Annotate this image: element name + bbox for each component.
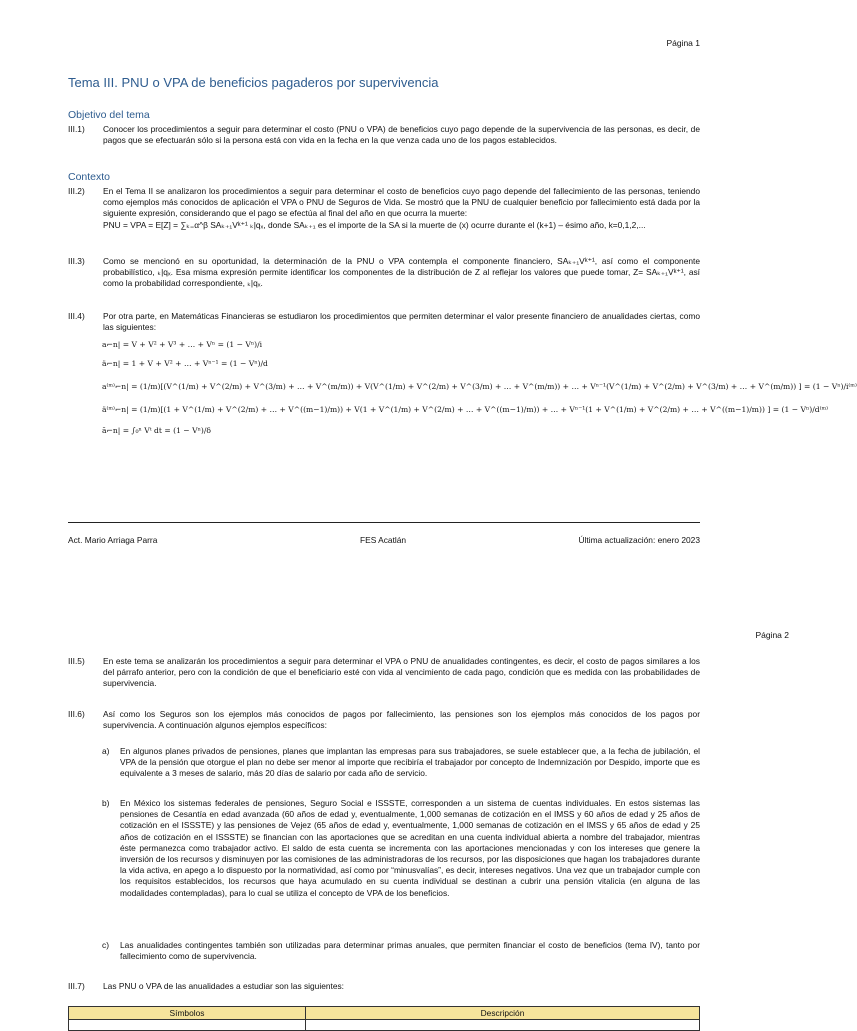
paragraph-text: Así como los Seguros son los ejemplos más conocidos de pagos por fallecimiento, las pensiones son los ejemplos más conocidos de los pagos por supervivencia. A continuación algunos ejemplos específicos: (103, 709, 700, 731)
list-marker: c) (102, 940, 109, 950)
context-heading: Contexto (68, 171, 111, 183)
paragraph-number: III.2) (68, 186, 85, 196)
paragraph-number: III.6) (68, 709, 85, 719)
paragraph-number: III.5) (68, 656, 85, 666)
footer-rule (68, 522, 700, 523)
footer-school: FES Acatlán (360, 535, 407, 545)
paragraph-iii-2 (68, 186, 700, 231)
list-marker: b) (102, 798, 110, 808)
paragraph-number: III.1) (68, 124, 85, 134)
table-cell (69, 1020, 306, 1031)
annuity-due-mthly-formula: ä⁽ᵐ⁾⌐n| = (1/m)[(1 + V^(1/m) + V^(2/m) + … + V^((m−1)/m)) + V(1 + V^(1/m) + V^(2/m) + … + V^((m−1)/m)) + … + Vⁿ⁻¹(1 + V^(1/m) + V^(2/m) + … + V^((m−1)/m)) ] = (1 − Vⁿ)/d⁽ᵐ⁾ (102, 405, 829, 414)
paragraph-text: Como se mencionó en su oportunidad, la determinación de la PNU o VPA contempla el componente financiero, SAₖ₊₁Vᵏ⁺¹, así como el componente probabilístico, ₖ|qₓ. Esa misma expresión permite identificar los componentes de la distribución de Z al reflejar los valores que puede tomar, Z= SAₖ₊₁Vᵏ⁺¹, así como la probabilidad correspondiente, ₖ|qₓ. (103, 256, 700, 289)
objective-heading: Objetivo del tema (68, 109, 150, 121)
list-item-text: En México los sistemas federales de pensiones, Seguro Social e ISSSTE, corresponden a un sistema de cuentas individuales. En estos sistemas las pensiones de Cesantía en edad avanzada (60 años de edad y, eventualmente, 1,000 semanas de cotización en el IMSS y 60 años de edad y 25 años de cotización en el ISSSTE) y las pensiones de Vejez (65 años de edad y, eventualmente, 1,000 semanas de cotización en el IMSS y 65 años de edad y 25 años de cotización en el ISSSTE) se financian con las aportaciones que se acreditan en una cuenta individual abierta a nombre del trabajador, mientras éste permanezca como trabajador activo. El saldo de esta cuenta se incrementa con las aportaciones mencionadas y con los intereses que genere la inversión de los recursos y disminuyen por las comisiones de las administradoras de los recursos, por las disposiciones que hagan los trabajadores durante la vida activa, en apego a lo dispuesto por la normatividad, así como por “minusvalías”, es decir, intereses negativos. Una vez que un trabajador cumple con los requisitos establecidos, los recursos que haya acumulado en su cuenta individual se destinan a cubrir una pensión vitalicia (en alguna de las modalidades contempladas), para lo cual se utiliza el concepto de VPA de los beneficios. (120, 798, 700, 898)
paragraph-iii-6 (68, 709, 700, 731)
paragraph-number: III.4) (68, 311, 85, 321)
paragraph-iii-5 (68, 656, 700, 690)
footer-author: Act. Mario Arriaga Parra (68, 535, 158, 545)
footer-update: Última actualización: enero 2023 (578, 535, 700, 545)
paragraph-text: En el Tema II se analizaron los procedimientos a seguir para determinar el costo de beneficios cuyo pago depende del fallecimiento de las personas, teniendo como ejemplos más conocidos de aplicación el VPA o PNU de Seguros de Vida. Se mostró que la PNU de cualquier beneficio por fallecimiento está dada por la siguiente expresión, considerando que el pago se efectúa al final del año en que ocurra la muerte: (103, 186, 700, 219)
list-item-c (102, 940, 700, 962)
table-cell (306, 1020, 700, 1031)
paragraph-text: En este tema se analizarán los procedimientos a seguir para determinar el VPA o PNU de anualidades contingentes, es decir, el costo de pagos similares a los del párrafo anterior, pero con la condición de que el beneficiario esté con vida al vencimiento de cada pago, condición que es medida con las probabilidades de supervivencia. (103, 656, 700, 689)
page-number: Página 1 (666, 38, 700, 48)
paragraph-text: Las PNU o VPA de las anualidades a estudiar son las siguientes: (103, 981, 345, 991)
annuity-immediate-formula: a⌐n| = V + V² + V³ + … + Vⁿ = (1 − Vⁿ)/i (102, 340, 263, 349)
column-header-description: Descripción (306, 1007, 700, 1020)
continuous-annuity-formula: ā⌐n| = ∫₀ⁿ Vᵗ dt = (1 − Vⁿ)/δ (102, 426, 211, 435)
annuities-table (68, 1006, 700, 1031)
list-item-b (102, 798, 700, 899)
paragraph-number: III.3) (68, 256, 85, 266)
annuity-due-formula: ä⌐n| = 1 + V + V² + … + Vⁿ⁻¹ = (1 − Vⁿ)/d (102, 359, 268, 368)
page-number-2: Página 2 (755, 630, 789, 640)
table-row (69, 1020, 700, 1031)
list-item-text: Las anualidades contingentes también son utilizadas para determinar primas anuales, que permiten financiar el costo de beneficios (tema IV), tanto por fallecimiento como de supervivencia. (120, 940, 700, 962)
list-item-text: En algunos planes privados de pensiones, planes que implantan las empresas para sus trabajadores, se suele establecer que, a la fecha de jubilación, el VPA de la pensión que otorgue el plan no debe ser menor al importe que recibiría el trabajador por concepto de Indemnización por Despido, importe que es equivalente a 3 meses de salario, más 20 días de salario por cada año de servicio. (120, 746, 700, 779)
table-header-row (69, 1007, 700, 1020)
pnu-formula: PNU = VPA = E[Z] = ∑ₖ₌α^β SAₖ₊₁Vᵏ⁺¹ ₖ|qₓ, donde SAₖ₊₁ es el importe de la SA si la muerte de (x) ocurre durante el (k+1) – ésimo año, k=0,1,2,... (103, 219, 646, 230)
list-marker: a) (102, 746, 110, 756)
paragraph-number: III.7) (68, 981, 85, 991)
topic-title: Tema III. PNU o VPA de beneficios pagaderos por supervivencia (68, 75, 439, 90)
paragraph-iii-1 (68, 124, 700, 146)
list-item-a (102, 746, 700, 780)
paragraph-iii-7 (68, 981, 700, 992)
paragraph-text: Por otra parte, en Matemáticas Financieras se estudiaron los procedimientos que permiten determinar el valor presente financiero de anualidades ciertas, como las siguientes: (103, 311, 700, 333)
annuity-immediate-mthly-formula: a⁽ᵐ⁾⌐n| = (1/m)[(V^(1/m) + V^(2/m) + V^(3/m) + … + V^(m/m)) + V(V^(1/m) + V^(2/m) + V^(3/m) + … + V^(m/m)) + … + Vⁿ⁻¹(V^(1/m) + V^(2/m) + V^(3/m) + … + V^(m/m)) ] = (1 − Vⁿ)/i⁽ᵐ⁾ (102, 382, 857, 391)
paragraph-iii-4 (68, 311, 700, 333)
paragraph-iii-3 (68, 256, 700, 290)
paragraph-text: Conocer los procedimientos a seguir para determinar el costo (PNU o VPA) de beneficios cuyo pago depende de la supervivencia de las personas, es decir, de pagos que se efectuarán sólo si la persona está con vida en la fecha en la que venza cada uno de los pagos establecidos. (103, 124, 700, 146)
column-header-symbols: Símbolos (69, 1007, 306, 1020)
